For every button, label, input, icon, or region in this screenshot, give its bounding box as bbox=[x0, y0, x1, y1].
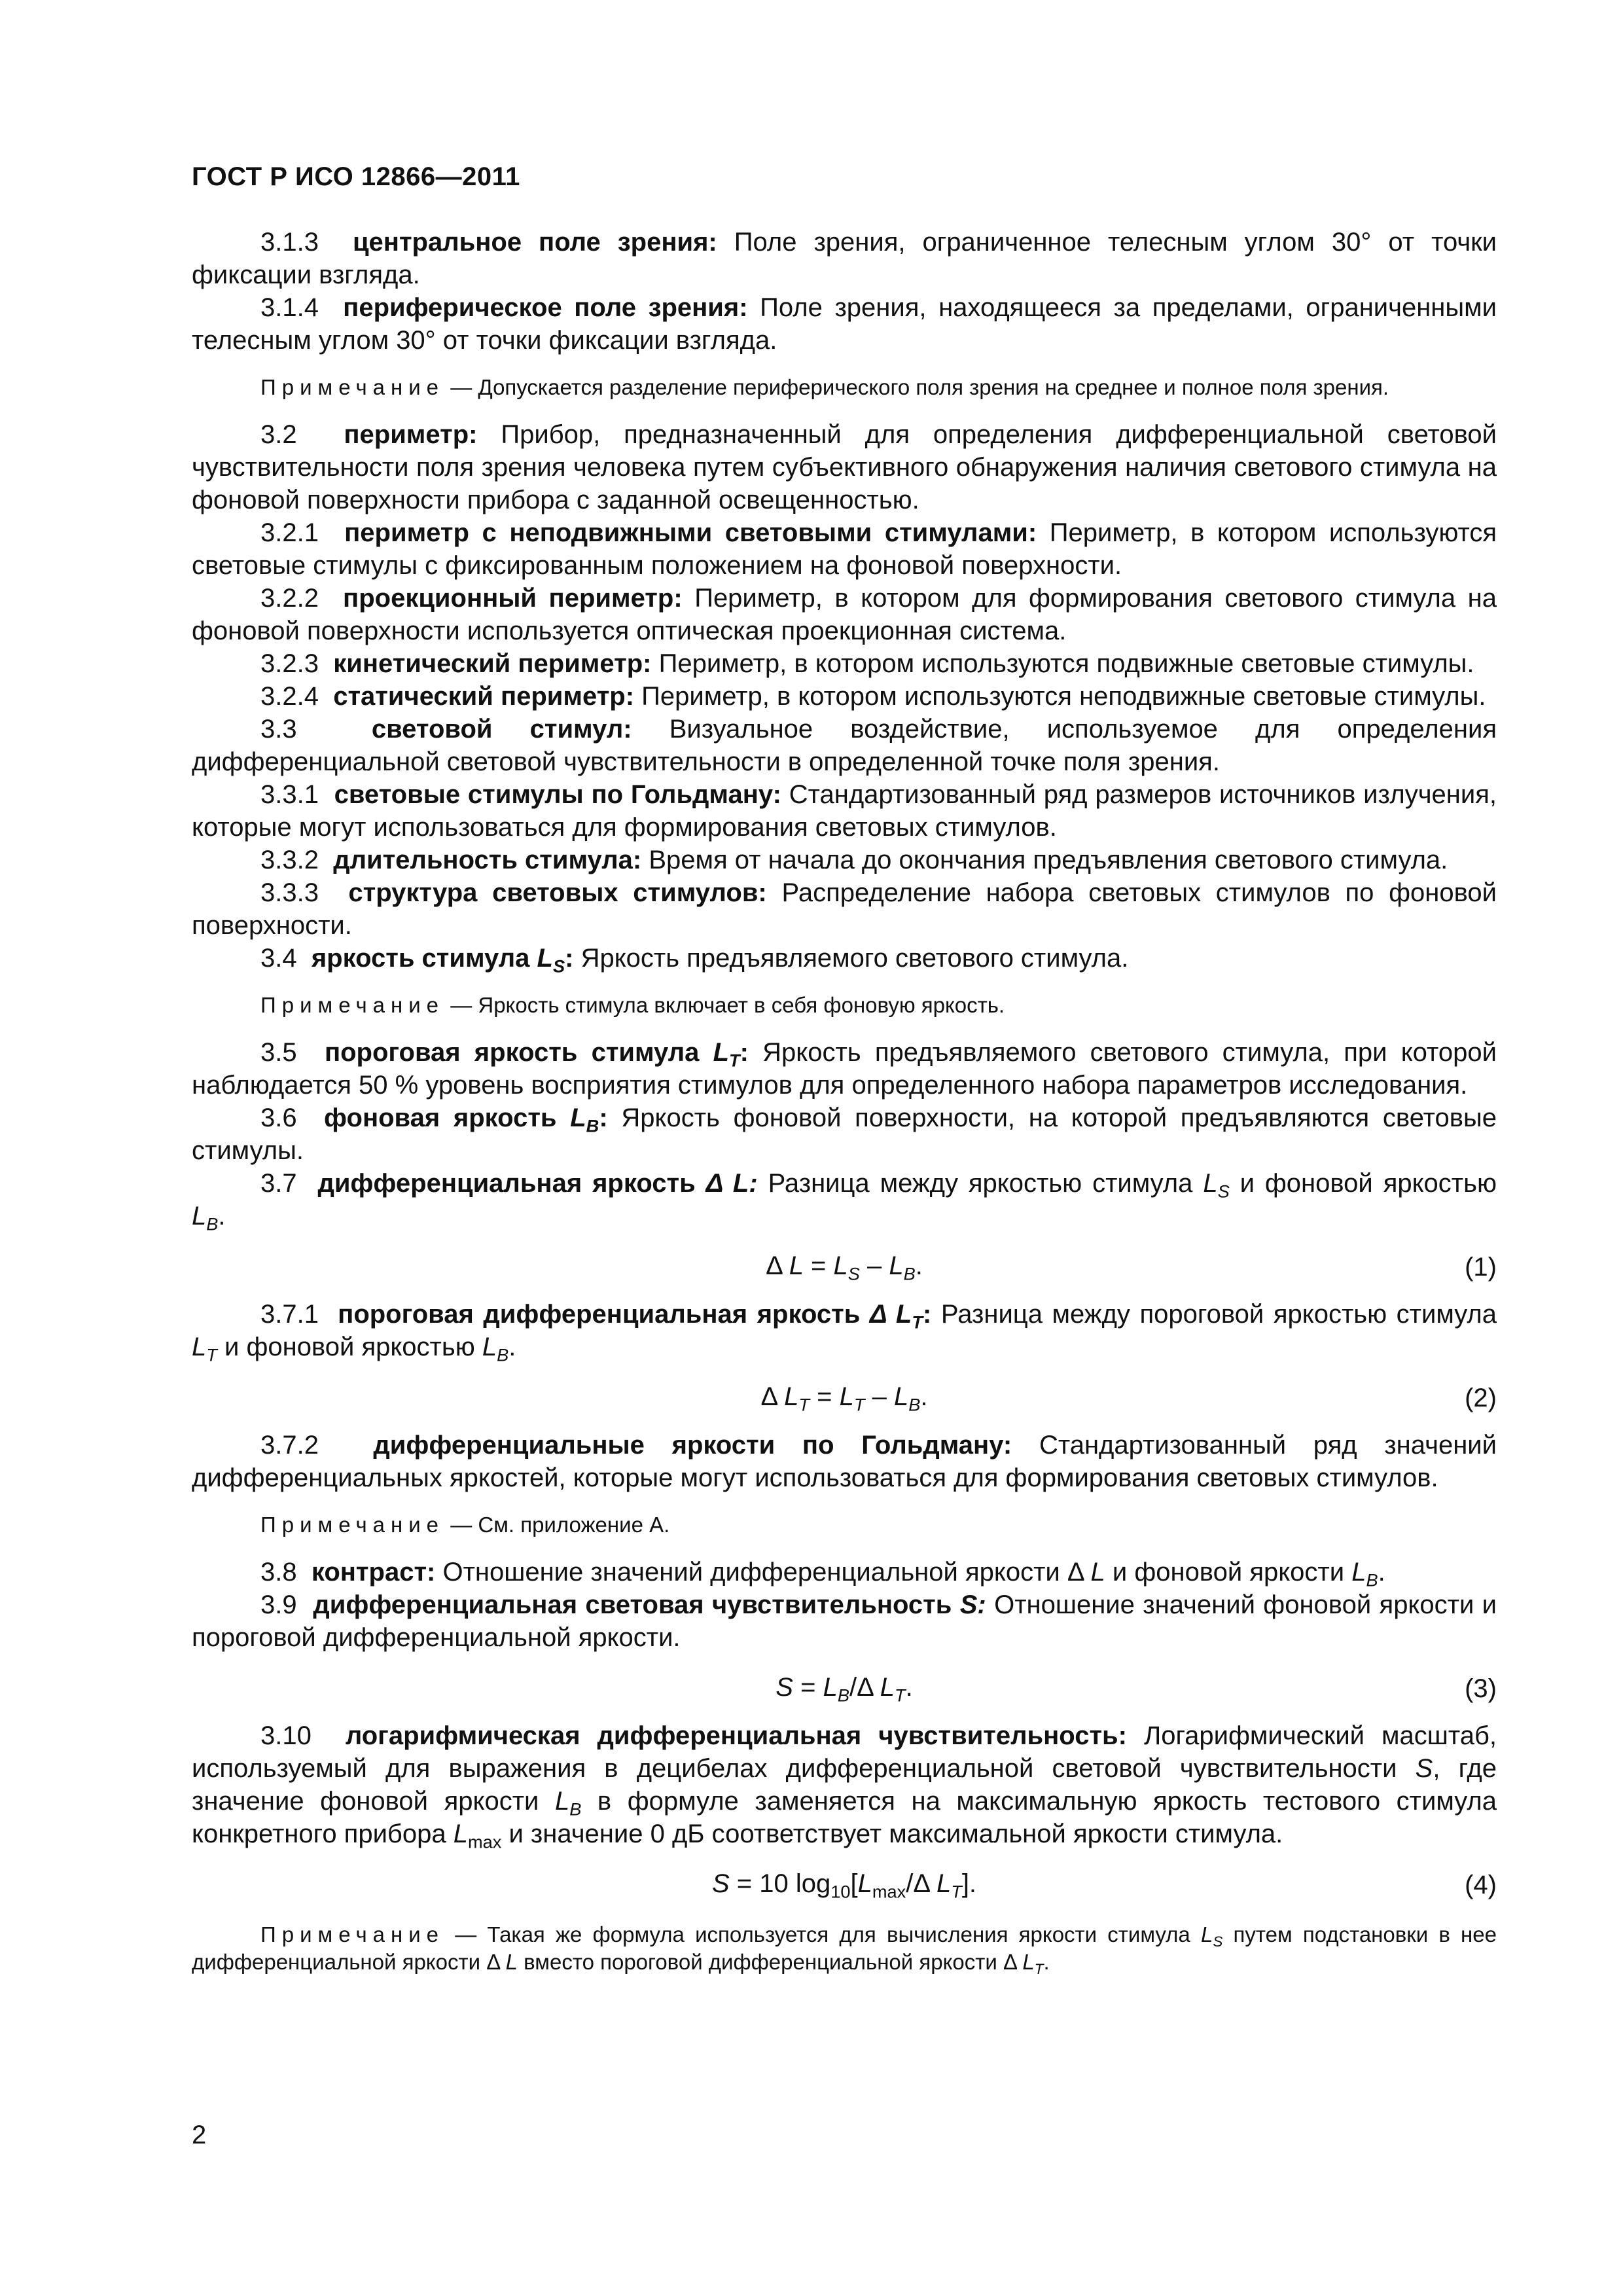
formula-3-expression: $S = L_B/\Delta$ $L_T$. bbox=[776, 1673, 913, 1706]
section-3-2: 3.2 периметр: Прибор, предназначенный для определения дифференциальной световой чувствительности поля зрения человека путем субъективного обнаружения наличия светового стимула на фоновой поверхности прибора с заданной освещенностью. bbox=[192, 420, 1497, 514]
section-3-6: 3.6 фоновая яркость $L_B$: Яркость фоновой поверхности, на которой предъявляются световые стимулы. bbox=[192, 1103, 1497, 1165]
formula-2 bbox=[192, 1378, 1497, 1417]
section-3-2-1: 3.2.1 периметр с неподвижными световыми стимулами: Периметр, в котором используются световые стимулы с фиксированным положением на фоновой поверхности. bbox=[192, 518, 1497, 580]
formula-2-expression: Δ $L_T = L_T - L_B$. bbox=[760, 1382, 928, 1415]
section-3-5: 3.5 пороговая яркость стимула $L_T$: Яркость предъявляемого светового стимула, при которой наблюдается 50 % уровень восприятия стимулов для определенного набора параметров исследования. bbox=[192, 1038, 1497, 1100]
note-see-appendix: Примечание — См. приложение А. bbox=[260, 1513, 670, 1537]
section-3-2-3: 3.2.3 кинетический периметр: Периметр, в котором используются подвижные световые стимулы. bbox=[260, 649, 1474, 678]
section-3-2-4: 3.2.4 статический периметр: Периметр, в котором используются неподвижные световые стимулы. bbox=[260, 682, 1486, 711]
section-3-2-2: 3.2.2 проекционный периметр: Периметр, в котором для формирования светового стимула на фоновой поверхности используется оптическая проекционная система. bbox=[192, 584, 1497, 645]
formula-1-expression: Δ $L = L_S - L_B$. bbox=[766, 1251, 923, 1284]
section-3-3: 3.3 световой стимул: Визуальное воздействие, используемое для определения дифференциальной световой чувствительности в определенной точке поля зрения. bbox=[192, 715, 1497, 776]
page-number: 2 bbox=[192, 2121, 207, 2149]
section-3-9: 3.9 дифференциальная световая чувствительность S: Отношение значений фоновой яркости и пороговой дифференциальной яркости. bbox=[192, 1590, 1497, 1652]
formula-3 bbox=[192, 1668, 1497, 1708]
section-3-10: 3.10 логарифмическая дифференциальная чувствительность: Логарифмический масштаб, используемый для выражения в децибелах дифференциальной световой чувствительности S, где значение фоновой яркости $L_B$ в формуле заменяется на максимальную яркость тестового стимула конкретного прибора $L_{max}$ и значение 0 дБ соответствует максимальной яркости стимула. bbox=[192, 1721, 1497, 1852]
document-header: ГОСТ Р ИСО 12866—2011 bbox=[192, 162, 520, 191]
note-formula-substitution: Примечание — Такая же формула используется для вычисления яркости стимула $L_S$ путем подстановки в нее дифференциальной яркости Δ L вместо пороговой дифференциальной яркости Δ $L_T$. bbox=[192, 1922, 1497, 1978]
note-stimulus-luminance: Примечание — Яркость стимула включает в себя фоновую яркость. bbox=[260, 993, 1005, 1017]
document-body bbox=[192, 226, 1497, 1993]
section-3-3-2: 3.3.2 длительность стимула: Время от начала до окончания предъявления светового стимула. bbox=[260, 846, 1448, 874]
section-3-7-2: 3.7.2 дифференциальные яркости по Гольдману: Стандартизованный ряд значений дифференциальных яркостей, которые могут использоваться для формирования световых стимулов. bbox=[192, 1431, 1497, 1492]
section-3-8: 3.8 контраст: Отношение значений дифференциальной яркости Δ L и фоновой яркости $L_B$. bbox=[260, 1558, 1385, 1590]
section-3-3-1: 3.3.1 световые стимулы по Гольдману: Стандартизованный ряд размеров источников излучения, которые могут использоваться для формирования световых стимулов. bbox=[192, 780, 1497, 842]
section-3-7: 3.7 дифференциальная яркость Δ L: Разница между яркостью стимула $L_S$ и фоновой яркостью $L_B$. bbox=[192, 1169, 1497, 1234]
section-3-4: 3.4 яркость стимула $L_S$: Яркость предъявляемого светового стимула. bbox=[260, 944, 1129, 977]
formula-4-number: (4) bbox=[1465, 1871, 1497, 1899]
formula-1-number: (1) bbox=[1465, 1253, 1497, 1282]
note-peripheral-field: Примечание — Допускается разделение периферического поля зрения на среднее и полное поля зрения. bbox=[260, 375, 1389, 399]
formula-3-number: (3) bbox=[1465, 1674, 1497, 1703]
section-3-3-3: 3.3.3 структура световых стимулов: Распределение набора световых стимулов по фоновой поверхности. bbox=[192, 878, 1497, 940]
formula-1 bbox=[192, 1247, 1497, 1286]
formula-2-number: (2) bbox=[1465, 1384, 1497, 1412]
section-3-7-1: 3.7.1 пороговая дифференциальная яркость Δ $L_T$: Разница между пороговой яркостью стимула $L_T$ и фоновой яркостью $L_B$. bbox=[192, 1300, 1497, 1365]
formula-4 bbox=[192, 1865, 1497, 1904]
section-3-1-3: 3.1.3 центральное поле зрения: Поле зрения, ограниченное телесным углом 30° от точки фиксации взгляда. bbox=[192, 228, 1497, 289]
formula-4-expression: S = 10 $\log_{10}[L_{max}/\Delta$ $L_T$]. bbox=[711, 1869, 977, 1902]
section-3-1-4: 3.1.4 периферическое поле зрения: Поле зрения, находящееся за пределами, ограниченными телесным углом 30° от точки фиксации взгляда. bbox=[192, 293, 1497, 355]
